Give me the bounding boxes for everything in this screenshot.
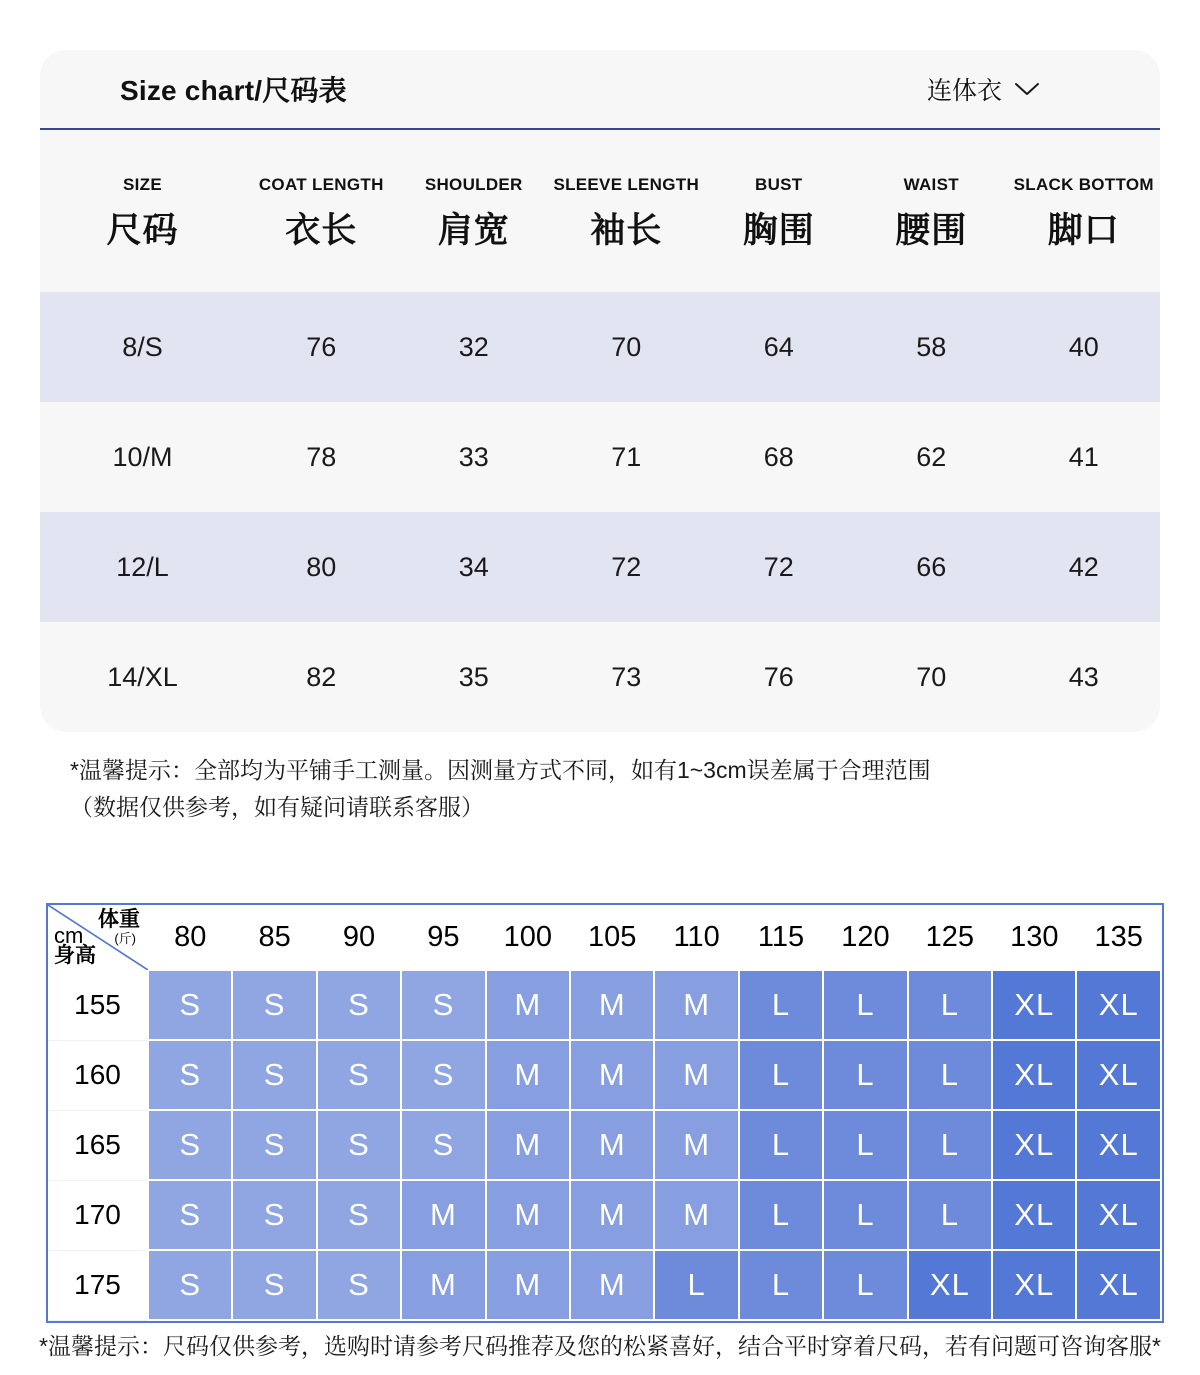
size-cell: M xyxy=(570,1040,654,1110)
size-cell: M xyxy=(570,1180,654,1250)
category-dropdown-label: 连体衣 xyxy=(926,77,1002,105)
col-header-cn: 尺码 xyxy=(106,210,179,250)
table-cell: 76 xyxy=(763,661,794,692)
size-cell: M xyxy=(654,1110,738,1180)
table-cell: 80 xyxy=(306,551,337,582)
col-header-slack-bottom xyxy=(1008,130,1161,292)
table-cell: 33 xyxy=(458,441,489,472)
size-cell: S xyxy=(317,970,401,1040)
col-header-cn: 脚口 xyxy=(1047,210,1120,250)
size-cell: L xyxy=(739,1110,823,1180)
size-cell: XL xyxy=(1076,970,1161,1040)
size-cell: S xyxy=(148,1040,232,1110)
weight-header: 120 xyxy=(823,905,907,970)
reco-row xyxy=(48,1180,1161,1250)
table-row xyxy=(40,512,1160,622)
weight-header-row xyxy=(48,905,1161,970)
table-cell: 58 xyxy=(916,331,947,362)
size-cell: M xyxy=(486,1110,570,1180)
table-cell: 41 xyxy=(1068,441,1099,472)
size-chart-card xyxy=(40,50,1160,732)
page-title: Size chart/尺码表 xyxy=(120,75,347,106)
size-cell: L xyxy=(739,970,823,1040)
size-cell: XL xyxy=(992,1110,1076,1180)
table-cell: 35 xyxy=(458,661,489,692)
col-header-cn: 胸围 xyxy=(742,210,815,250)
weight-header: 105 xyxy=(570,905,654,970)
col-header-en: BUST xyxy=(755,174,803,194)
col-header-en: SIZE xyxy=(123,174,162,194)
size-cell: L xyxy=(823,1250,907,1320)
size-cell: M xyxy=(570,1250,654,1320)
table-cell: 72 xyxy=(611,551,642,582)
size-cell: L xyxy=(739,1250,823,1320)
size-recommendation-table-wrap xyxy=(46,903,1164,1323)
size-cell: L xyxy=(823,1110,907,1180)
size-label: 8/S xyxy=(122,331,163,362)
size-cell: L xyxy=(908,1180,992,1250)
col-header-cn: 衣长 xyxy=(285,210,358,250)
weight-header: 125 xyxy=(908,905,992,970)
size-cell: S xyxy=(317,1180,401,1250)
table-cell: 64 xyxy=(763,331,794,362)
weight-header: 100 xyxy=(486,905,570,970)
col-header-size xyxy=(40,130,245,292)
size-label: 12/L xyxy=(116,551,169,582)
size-cell: S xyxy=(232,1040,316,1110)
size-cell: S xyxy=(401,1110,485,1180)
col-header-waist xyxy=(855,130,1008,292)
height-axis-label: 身高 xyxy=(54,944,96,967)
size-cell: S xyxy=(232,970,316,1040)
size-cell: S xyxy=(232,1180,316,1250)
table-cell: 76 xyxy=(306,331,337,362)
size-cell: S xyxy=(317,1110,401,1180)
table-row xyxy=(40,292,1160,402)
measurement-header-row xyxy=(40,130,1160,292)
size-cell: S xyxy=(401,970,485,1040)
measurement-note xyxy=(70,752,1150,826)
size-cell: S xyxy=(148,1180,232,1250)
size-cell: XL xyxy=(992,1180,1076,1250)
table-cell: 68 xyxy=(763,441,794,472)
measurement-table xyxy=(40,130,1160,732)
size-cell: S xyxy=(317,1040,401,1110)
size-cell: L xyxy=(908,970,992,1040)
table-cell: 32 xyxy=(458,331,489,362)
size-cell: XL xyxy=(992,1040,1076,1110)
col-header-en: COAT LENGTH xyxy=(258,174,384,194)
size-cell: L xyxy=(739,1040,823,1110)
col-header-cn: 腰围 xyxy=(895,210,968,250)
table-cell: 66 xyxy=(916,551,947,582)
weight-unit-label: (斤) xyxy=(114,931,136,946)
table-cell: 42 xyxy=(1068,551,1099,582)
col-header-sleeve-length xyxy=(550,130,703,292)
reco-row xyxy=(48,1250,1161,1320)
table-cell: 40 xyxy=(1068,331,1099,362)
measurement-note-line2: （数据仅供参考，如有疑问请联系客服） xyxy=(70,794,484,820)
size-cell: M xyxy=(486,1180,570,1250)
size-cell: S xyxy=(148,1110,232,1180)
size-cell: M xyxy=(401,1250,485,1320)
col-header-cn: 肩宽 xyxy=(437,210,510,250)
size-recommendation-table xyxy=(48,905,1162,1321)
col-header-cn: 袖长 xyxy=(590,210,663,250)
col-header-coat-length xyxy=(245,130,398,292)
table-cell: 71 xyxy=(611,441,642,472)
size-cell: M xyxy=(570,970,654,1040)
weight-header: 95 xyxy=(401,905,485,970)
size-cell: M xyxy=(654,970,738,1040)
table-cell: 43 xyxy=(1068,661,1099,692)
table-cell: 34 xyxy=(458,551,489,582)
weight-header: 85 xyxy=(232,905,316,970)
size-cell: M xyxy=(486,1250,570,1320)
size-cell: S xyxy=(148,1250,232,1320)
reco-row xyxy=(48,1040,1161,1110)
size-cell: L xyxy=(908,1110,992,1180)
recommendation-note: *温馨提示：尺码仅供参考，选购时请参考尺码推荐及您的松紧喜好，结合平时穿着尺码，若有问题可咨询客服* xyxy=(39,1333,1161,1359)
col-header-en: SLEEVE LENGTH xyxy=(553,174,700,194)
category-dropdown[interactable] xyxy=(927,71,1040,107)
weight-axis-label: 体重 xyxy=(98,908,140,931)
table-cell: 72 xyxy=(763,551,794,582)
height-label: 165 xyxy=(48,1110,148,1180)
size-cell: S xyxy=(232,1250,316,1320)
reco-row xyxy=(48,1110,1161,1180)
table-cell: 82 xyxy=(306,661,337,692)
size-cell: M xyxy=(654,1180,738,1250)
size-cell: L xyxy=(823,1180,907,1250)
size-cell: S xyxy=(401,1040,485,1110)
col-header-en: SLACK BOTTOM xyxy=(1013,174,1154,194)
table-cell: 73 xyxy=(611,661,642,692)
reco-row xyxy=(48,970,1161,1040)
size-cell: XL xyxy=(1076,1180,1161,1250)
col-header-en: WAIST xyxy=(903,174,959,194)
size-cell: L xyxy=(654,1250,738,1320)
col-header-shoulder xyxy=(398,130,551,292)
size-cell: M xyxy=(570,1110,654,1180)
size-cell: S xyxy=(232,1110,316,1180)
size-cell: XL xyxy=(992,970,1076,1040)
measurement-note-line1: *温馨提示：全部均为平铺手工测量。因测量方式不同，如有1~3cm误差属于合理范围 xyxy=(70,757,931,783)
chevron-down-icon xyxy=(1014,82,1040,97)
weight-header: 135 xyxy=(1076,905,1161,970)
size-cell: L xyxy=(739,1180,823,1250)
col-header-en: SHOULDER xyxy=(424,174,523,194)
height-label: 155 xyxy=(48,970,148,1040)
height-label: 175 xyxy=(48,1250,148,1320)
size-cell: XL xyxy=(1076,1250,1161,1320)
size-cell: L xyxy=(823,970,907,1040)
size-cell: M xyxy=(486,1040,570,1110)
table-cell: 78 xyxy=(306,441,337,472)
size-cell: L xyxy=(823,1040,907,1110)
table-row xyxy=(40,622,1160,732)
weight-header: 90 xyxy=(317,905,401,970)
table-row xyxy=(40,402,1160,512)
table-cell: 70 xyxy=(611,331,642,362)
table-cell: 62 xyxy=(916,441,947,472)
size-cell: XL xyxy=(1076,1040,1161,1110)
height-unit-label: cm xyxy=(54,923,84,948)
size-cell: M xyxy=(401,1180,485,1250)
size-label: 10/M xyxy=(112,441,173,472)
size-cell: XL xyxy=(908,1250,992,1320)
size-cell: S xyxy=(317,1250,401,1320)
weight-header: 130 xyxy=(992,905,1076,970)
weight-header: 80 xyxy=(148,905,232,970)
size-cell: S xyxy=(148,970,232,1040)
corner-cell xyxy=(48,905,148,970)
size-cell: XL xyxy=(992,1250,1076,1320)
col-header-bust xyxy=(703,130,856,292)
weight-header: 110 xyxy=(654,905,738,970)
size-label: 14/XL xyxy=(107,661,178,692)
height-label: 160 xyxy=(48,1040,148,1110)
table-cell: 70 xyxy=(916,661,947,692)
card-header xyxy=(40,50,1160,128)
size-cell: XL xyxy=(1076,1110,1161,1180)
size-cell: M xyxy=(654,1040,738,1110)
weight-header: 115 xyxy=(739,905,823,970)
height-label: 170 xyxy=(48,1180,148,1250)
size-cell: L xyxy=(908,1040,992,1110)
size-cell: M xyxy=(486,970,570,1040)
